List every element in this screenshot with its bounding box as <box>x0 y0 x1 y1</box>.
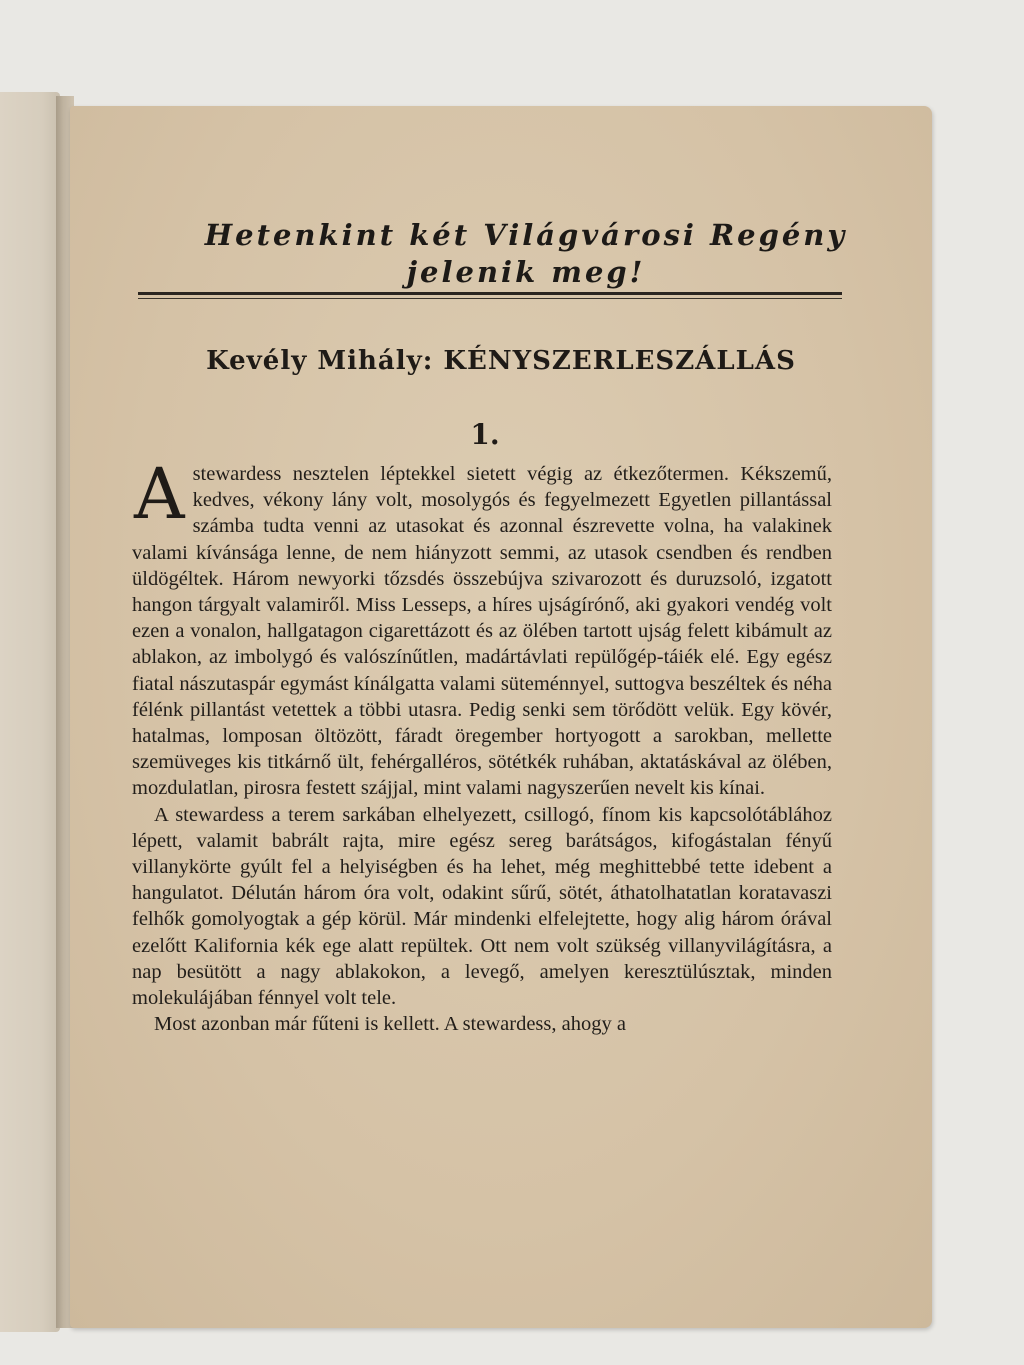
paragraph-1 <box>132 453 832 802</box>
header-rule <box>138 292 842 295</box>
left-page-edge <box>0 92 60 1332</box>
story-body <box>132 453 832 1037</box>
header-line-1: Hetenkint két Világvárosi Regény <box>204 218 848 252</box>
header-line-2: jelenik meg! <box>406 255 646 289</box>
book-page <box>70 106 932 1328</box>
paragraph-3: Most azonban már fűteni is kellett. A stewardess, ahogy a <box>154 1013 626 1036</box>
drop-cap: A <box>134 453 185 535</box>
header-rule-thin <box>138 298 842 299</box>
paragraph-2: A stewardess a terem sarkában elhelyezett, csillogó, fínom kis kapcsolótáblához lépett, valamit babrált rajta, mire egész sereg barátságos, kifogástalan fényű villanykörte gyúlt fel a helyiségben és ha lehet, még meghittebbé tette idebent a hangulatot. Délután három óra volt, odakint sűrű, sötét, áthatolhatatlan koratavaszi felhők gomolyogtak a gép körül. Már mindenki elfelejtette, hogy alig három órával ezelőtt Kalifornia kék ege alatt repültek. Ott nem volt szükség villanyvilágításra, a nap besütött a nagy ablakokon, a levegő, amelyen keresztülúsztak, minden molekulájában fénnyel volt tele. <box>132 803 832 1010</box>
chapter-number: 1. <box>470 418 500 451</box>
story-title: Kevély Mihály: KÉNYSZERLESZÁLLÁS <box>206 346 796 376</box>
paragraph-1-text: stewardess nesztelen léptekkel sietett végig az étkezőtermen. Kékszemű, kedves, vékony lány volt, mosolygós és fegyelmezett Egyetlen pillantással számba tudta venni az utasokat és azonnal észrevette volna, ha valakinek valami kívánsága lenne, de nem hiányzott semmi, az utasok csendben és rendben üldögéltek. Három newyorki tőzsdés összebújva szivarozott és duruzsoló, izgatott hangon tárgyalt valamiről. Miss Lesseps, a híres ujságírónő, aki gyakori vendég volt ezen a vonalon, hallgatagon cigarettázott és az ölében tartott ujság felett kibámult az ablakon, az imbolygó és valószínűtlen, madártávlati repülőgép-táiék elé. Egy egész fiatal nászutaspár egymást kínálgatta valami süteménnyel, suttogva beszéltek és néha félénk pillantást vetettek a többi utasra. Pedig senki sem törődött velük. Egy kövér, hatalmas, lomposan öltözött, fáradt öregember hortyogott a sarokban, mellette szemüveges kis titkárnő ült, fehérgalléros, sötétkék ruhában, aktatáskával az ölében, mozdulatlan, pirosra festett szájjal, mint valami nagyszerűen nevelt kis kínai. <box>132 463 832 800</box>
